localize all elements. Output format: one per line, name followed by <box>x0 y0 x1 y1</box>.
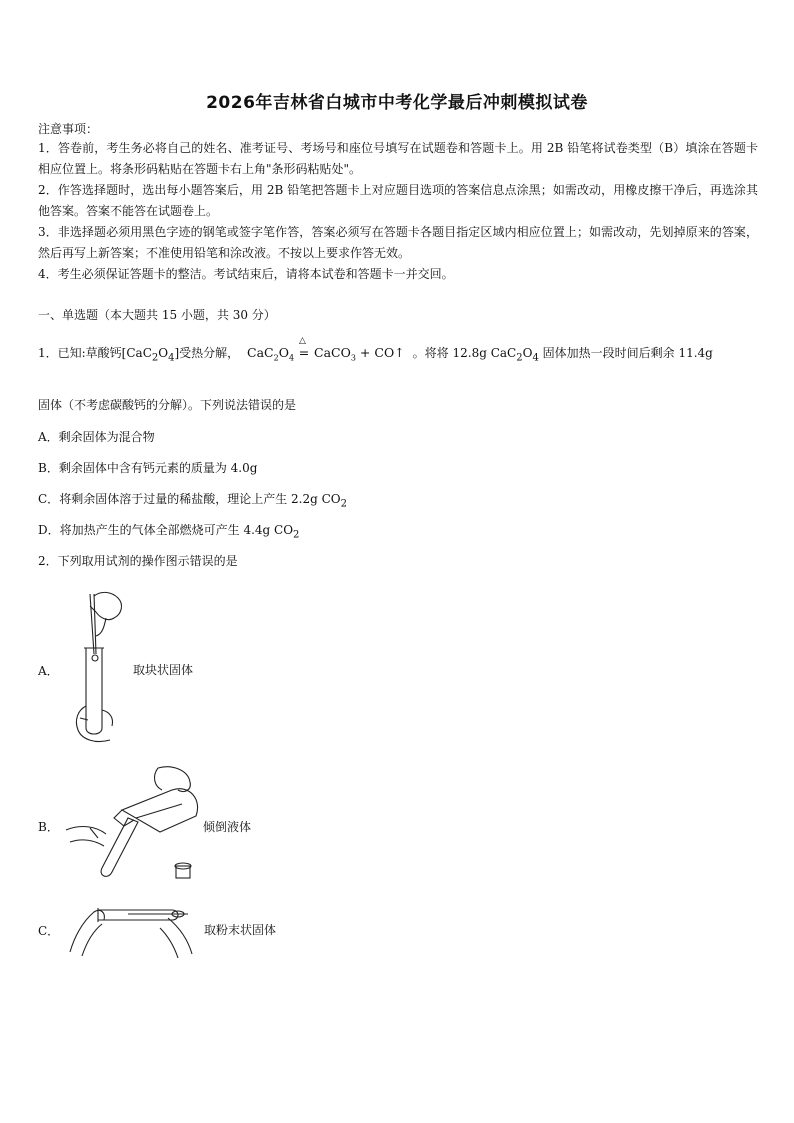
q2-option-a-label[interactable]: 取块状固体 <box>133 663 194 677</box>
option-c[interactable]: C．将剩余固体溶于过量的稀盐酸，理论上产生 2.2g $CO_2$ <box>38 492 347 510</box>
notice-item: 4．考生必须保证答题卡的整洁。考试结束后，请将本试卷和答题卡一并交回。 <box>38 267 454 281</box>
take-powder-solid-illustration <box>68 898 196 960</box>
question-2-stem: 2．下列取用试剂的操作图示错误的是 <box>38 554 238 568</box>
q2-option-c-label[interactable]: 取粉末状固体 <box>204 923 277 937</box>
notice-list <box>38 138 758 285</box>
section-title: 一、单选题（本大题共 15 小题，共 30 分） <box>38 308 276 322</box>
pour-liquid-illustration <box>62 760 207 890</box>
q2-option-a-letter[interactable]: A． <box>38 664 59 678</box>
option-a[interactable]: A．剩余固体为混合物 <box>38 430 155 444</box>
notice-item: 2．作答选择题时，选出每小题答案后，用 2B 铅笔把答题卡上对应题目选项的答案信息点涂黑；如需改动，用橡皮擦干净后，再选涂其他答案。答案不能答在试题卷上。 <box>38 183 758 218</box>
page-title: 2026年吉林省白城市中考化学最后冲刺模拟试卷 <box>206 93 588 113</box>
q2-option-b-label[interactable]: 倾倒液体 <box>203 820 252 834</box>
option-b[interactable]: B．剩余固体中含有钙元素的质量为 4.0g <box>38 461 258 475</box>
question-1-stem: 1．已知:草酸钙$[CaC_2O_4]$受热分解， $CaC_2O_4$ △ = CaCO$_3$ + CO↑ 。将将 12.8g $CaC_2O_4$ 固体加热一段时间后剩余 11.4g <box>38 336 713 364</box>
option-d[interactable]: D．将加热产生的气体全部燃烧可产生 4.4g $CO_2$ <box>38 523 300 541</box>
question-1-continuation: 固体（不考虑碳酸钙的分解）。下列说法错误的是 <box>38 398 297 412</box>
reaction-equation: $CaC_2O_4$ △ = CaCO$_3$ + CO↑ <box>247 336 405 363</box>
take-block-solid-illustration <box>66 588 136 748</box>
notice-item: 1．答卷前，考生务必将自己的姓名、准考证号、考场号和座位号填写在试题卷和答题卡上。用 2B 铅笔将试卷类型（B）填涂在答题卡相应位置上。将条形码粘贴在答题卡右上角"条形码粘贴处"。 <box>38 141 758 176</box>
heat-sign: △ = <box>298 336 310 360</box>
q2-option-c-letter[interactable]: C． <box>38 924 60 938</box>
notice-item: 3．非选择题必须用黑色字迹的钢笔或签字笔作答，答案必须写在答题卡各题目指定区域内相应位置上；如需改动，先划掉原来的答案，然后再写上新答案；不准使用铅笔和涂改液。不按以上要求作答无效。 <box>38 225 758 260</box>
notice-heading: 注意事项： <box>38 122 99 136</box>
q2-option-b-letter[interactable]: B． <box>38 820 59 834</box>
